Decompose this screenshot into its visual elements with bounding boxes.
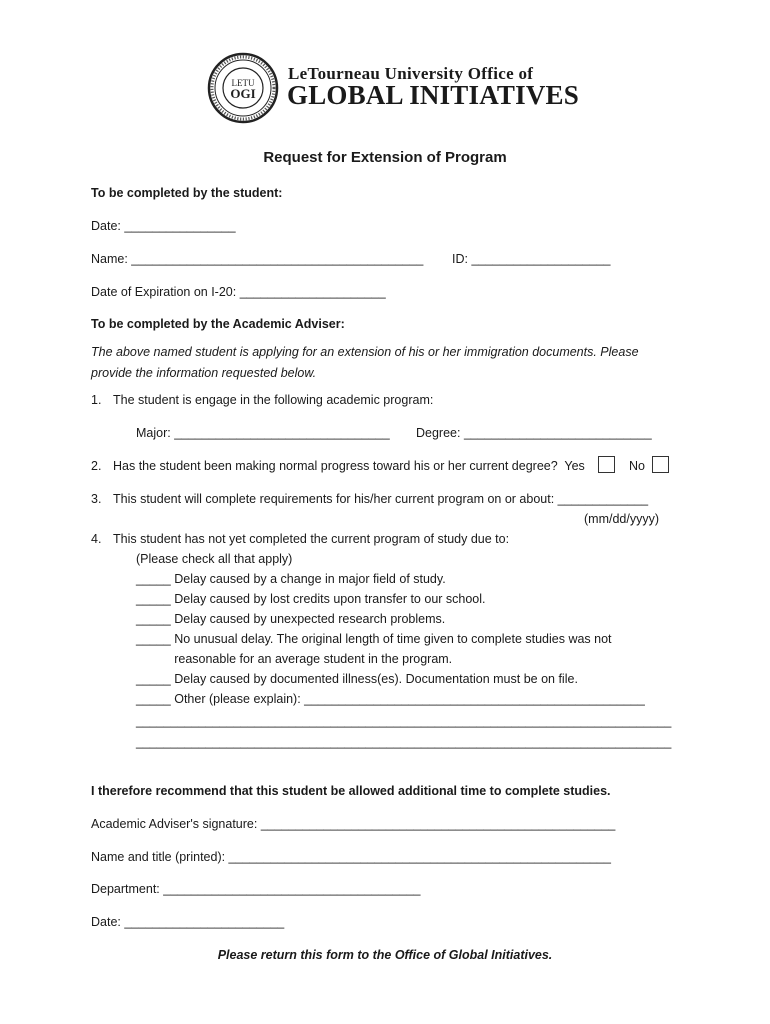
question-4-number: 4. — [91, 532, 102, 546]
reason-lost-credits[interactable]: _____ Delay caused by lost credits upon transfer to our school. — [136, 592, 486, 606]
question-2-number: 2. — [91, 459, 102, 473]
reason-no-unusual-delay[interactable]: _____ No unusual delay. The original length of time given to complete studies was not — [136, 632, 612, 646]
return-instruction: Please return this form to the Office of Global Initiatives. — [217, 948, 553, 962]
question-3-number: 3. — [91, 492, 102, 506]
i20-expiration-field[interactable]: Date of Expiration on I-20: _____________________ — [91, 285, 386, 299]
name-title-field[interactable]: Name and title (printed): _______________________________________________________ — [91, 850, 611, 864]
adviser-signature-field[interactable]: Academic Adviser's signature: ___________________________________________________ — [91, 817, 616, 831]
page-title: Request for Extension of Program — [263, 149, 507, 166]
reason-illness[interactable]: _____ Delay caused by documented illness(es). Documentation must be on file. — [136, 672, 578, 686]
adviser-date-field[interactable]: Date: _______________________ — [91, 915, 285, 929]
degree-field[interactable]: Degree: ___________________________ — [416, 426, 652, 440]
question-4-text: This student has not yet completed the current program of study due to: — [113, 532, 510, 546]
reason-other[interactable]: _____ Other (please explain): _________________________________________________ — [136, 692, 645, 706]
explain-line-1[interactable]: _____________________________________________________________________________ — [136, 714, 672, 728]
adviser-section-heading: To be completed by the Academic Adviser: — [91, 317, 345, 331]
svg-text:LETU: LETU — [231, 78, 255, 88]
office-name: GLOBAL INITIATIVES — [287, 80, 579, 110]
student-section-heading: To be completed by the student: — [91, 186, 283, 200]
reason-research-problems[interactable]: _____ Delay caused by unexpected research problems. — [136, 612, 446, 626]
university-seal-logo — [207, 52, 279, 124]
adviser-intro-line2: provide the information requested below. — [91, 366, 317, 380]
university-name: LeTourneau University Office of — [288, 64, 534, 83]
student-name-field[interactable]: Name: __________________________________________ — [91, 252, 424, 266]
student-id-field[interactable]: ID: ____________________ — [452, 252, 611, 266]
student-date-field[interactable]: Date: ________________ — [91, 219, 236, 233]
department-field[interactable]: Department: _____________________________________ — [91, 882, 421, 896]
explain-line-2[interactable]: _____________________________________________________________________________ — [136, 735, 672, 749]
svg-text:OGI: OGI — [230, 86, 256, 101]
reason-no-unusual-delay-cont: reasonable for an average student in the program. — [136, 652, 453, 666]
question-4-instruction: (Please check all that apply) — [136, 552, 293, 566]
no-checkbox[interactable] — [652, 456, 669, 473]
major-field[interactable]: Major: _______________________________ — [136, 426, 390, 440]
recommendation-statement: I therefore recommend that this student be allowed additional time to complete studies. — [91, 784, 611, 798]
no-label: No — [629, 459, 645, 473]
question-1-number: 1. — [91, 393, 102, 407]
question-2-text: Has the student been making normal progress toward his or her current degree? Yes — [113, 459, 585, 473]
reason-change-major[interactable]: _____ Delay caused by a change in major field of study. — [136, 572, 446, 586]
yes-checkbox[interactable] — [598, 456, 615, 473]
question-3-text[interactable]: This student will complete requirements for his/her current program on or about: _____________ — [113, 492, 649, 506]
date-format-hint: (mm/dd/yyyy) — [584, 512, 659, 526]
adviser-intro-line1: The above named student is applying for an extension of his or her immigration documents. Please — [91, 345, 639, 359]
question-1-text: The student is engage in the following academic program: — [113, 393, 434, 407]
